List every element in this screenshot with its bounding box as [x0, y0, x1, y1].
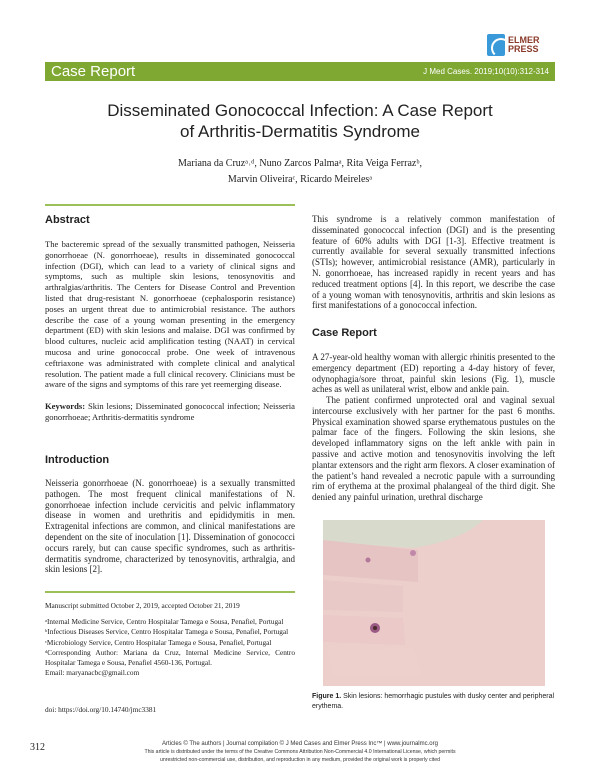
hand-illustration-icon	[323, 520, 545, 686]
figure-label: Figure 1.	[312, 693, 342, 700]
footer-license-line1: This article is distributed under the terms of the Creative Commons Attribution Non-Commercial 4.0 International License, which permits	[144, 749, 456, 755]
article-title	[0, 100, 600, 142]
page-number: 312	[30, 742, 45, 753]
author-email[interactable]: Email: maryanacbc@gmail.com	[45, 668, 140, 678]
logo-text-line2: PRESS	[508, 44, 539, 54]
journal-citation: J Med Cases. 2019;10(10):312-314	[423, 67, 549, 76]
section-label: Case Report	[51, 63, 136, 80]
publisher-logo	[487, 34, 540, 56]
keywords	[45, 401, 295, 423]
abstract-divider	[45, 204, 295, 206]
elmer-press-logo-icon	[487, 34, 505, 56]
manuscript-dates: Manuscript submitted October 2, 2019, accepted October 21, 2019	[45, 601, 240, 610]
footnote-divider	[45, 591, 295, 593]
page-footer	[0, 740, 600, 764]
introduction-continued: This syndrome is a relatively common manifestation of disseminated gonococcal infection (DGI) and is the presenting feature of 60% adults with DGI [1-3]. Effective treatment is currently available for several sexually transmitted infections (STIs); however, antimicrobial resistance (AMR), particularly in N. gonorrhoeae, has increased rapidly in recent years and has reduced treatment options [4]. In this report, we describe the case of a young woman with tenosynovitis, arthritis and skin lesions as first manifestations of a gonococcal infection.	[312, 214, 555, 311]
case-report-heading: Case Report	[312, 327, 377, 339]
doi-link[interactable]: doi: https://doi.org/10.14740/jmc3381	[45, 705, 157, 714]
abstract-text: The bacteremic spread of the sexually transmitted pathogen, Neisseria gonorrhoeae (N. gonorrhoeae), results in disseminated gonococcal infection (DGI), which can lead to a variety of clinical signs and symptoms, such as multiple skin lesions, tenosynovitis and arthralgias/arthritis. The Centers for Disease Control and Prevention listed that drug-resistant N. gonorrhoeae (cephalosporin resistance) poses an urgent threat due to antimicrobial resistance. The authors describe the case of a young woman presenting in the emergency department (ED) with skin lesions and malaise. DGI was confirmed by blood cultures, nucleic acid amplification testing (NAAT) in cervical mucosa and urine gonococcal probe. One week of intravenous ceftriaxone was administrated with complete clinical and analytical resolution. The patient made a full clinical recovery. Clinicians must be aware of the signs and symptoms of this rare yet reemerging disease.	[45, 239, 295, 390]
introduction-text: Neisseria gonorrhoeae (N. gonorrhoeae) is a sexually transmitted pathogen. The most frequent clinical manifestations of N. gonorrhoeae infection include cervicitis and pelvic inflammatory disease in women and urethritis and epididymitis in men. Extragenital infections are common, and clinical manifestations are dependent on the site of inoculation [1]. Dissemination of gonococci occurs rarely, but can cause specific syndromes, such as arthritis-dermatitis syndrome, characterized by tenosynovitis, arthralgia, and skin lesions [2].	[45, 478, 295, 575]
affiliations	[45, 617, 295, 679]
case-report-paragraph-1: A 27-year-old healthy woman with allergic rhinitis presented to the emergency department (ED) reporting a 4-day history of fever, odynophagia/sore throat, painful skin lesions (Fig. 1), muscle aches as well as unilateral wrist, elbow and ankle pain.	[312, 352, 555, 395]
introduction-heading: Introduction	[45, 454, 110, 466]
affiliation-c: ᶜMicrobiology Service, Centro Hospitalar Tamega e Sousa, Penafiel, Portugal	[45, 637, 272, 647]
case-report-paragraph-2: The patient confirmed unprotected oral and vaginal sexual intercourse exclusively with her partner for the past 6 months. Physical examination showed sparse erythematous pustules on the palmar face of the fingers. Following the skin lesions, she developed inflammatory signs on the left ankle with pain in passive and active motion and tenosynovitis involving the left plantar extensors and the right arm flexors. A closer examination of the patient’s hand revealed a necrotic papule with a surrounding rim of erythema at the proximal phalangeal of the third digit. She denied any painful urination, urethral discharge	[312, 395, 555, 503]
figure-caption-text: Skin lesions: hemorrhagic pustules with dusky center and peripheral erythema.	[312, 693, 555, 710]
authors-line-1: Mariana da Cruzᵃ˒ᵈ, Nuno Zarcos Palmaᵃ, Rita Veiga Ferrazᵇ,	[178, 158, 422, 169]
affiliation-a: ᵃInternal Medicine Service, Centro Hospitalar Tamega e Sousa, Penafiel, Portugal	[45, 617, 284, 626]
footer-license-line2: unrestricted non-commercial use, distribution, and reproduction in any medium, provided the original work is properly cited	[160, 757, 440, 763]
logo-text-line1: ELMER	[508, 35, 540, 45]
corresponding-author: ᵈCorresponding Author: Mariana da Cruz, Internal Medicine Service, Centro Hospitalar Tamega e Sousa, Penafiel 4560-136, Portugal.	[45, 647, 295, 668]
affiliation-b: ᵇInfectious Diseases Service, Centro Hospitalar Tamega e Sousa, Penafiel, Portugal	[45, 627, 289, 637]
authors-line-2: Marvin Oliveiraᶜ, Ricardo Meirelesᵃ	[227, 174, 373, 185]
section-header-bar	[45, 62, 555, 81]
title-line-1: Disseminated Gonococcal Infection: A Case Report	[107, 101, 493, 120]
abstract-heading: Abstract	[45, 214, 90, 226]
keywords-text: Skin lesions; Disseminated gonococcal infection; Neisseria gonorrhoeae; Arthritis-dermatitis syndrome	[45, 401, 295, 422]
figure-1-caption	[312, 692, 555, 712]
author-list	[0, 156, 600, 188]
title-line-2: of Arthritis-Dermatitis Syndrome	[180, 122, 420, 141]
keywords-label: Keywords:	[45, 401, 86, 411]
footer-copyright: Articles © The authors | Journal compilation © J Med Cases and Elmer Press Inc™ | www.journalmc.org	[162, 741, 438, 747]
figure-1-hand-photo	[323, 520, 545, 686]
